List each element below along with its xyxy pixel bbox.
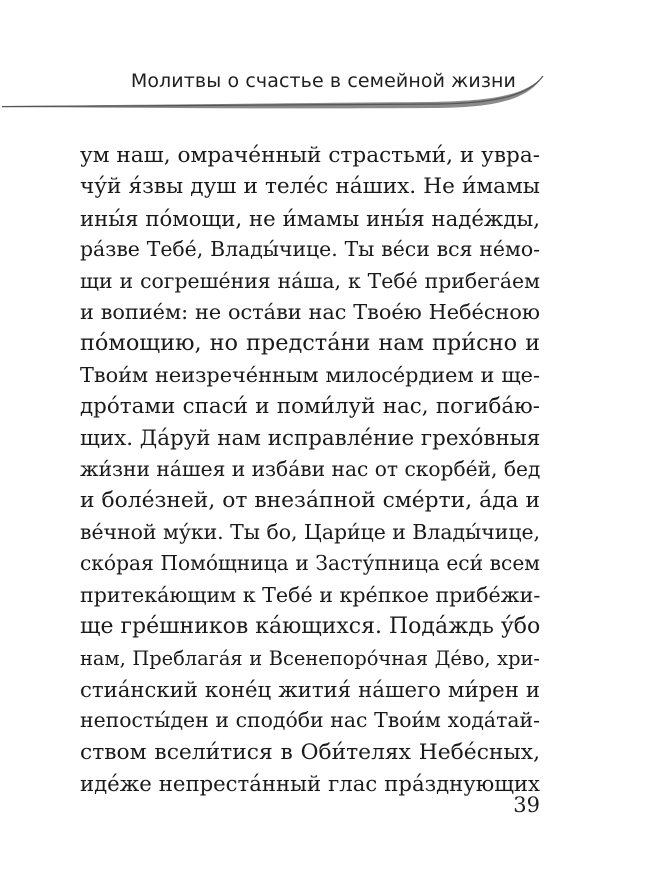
page-number: 39 [513,793,540,817]
text-line: щих. Да́руй нам исправле́ние грехо́вныя [80,425,541,451]
running-header [0,70,540,110]
text-line: ум наш, омраче́нный страстьми́, и увра- [80,143,540,168]
text-line: дро́тами спаси́ и поми́луй нас, погиба́ю- [80,394,540,420]
text-line: стиа́нский коне́ц жития́ на́шего ми́рен и [80,676,540,702]
text-line: щи и согреше́ния на́ша, к Тебе́ прибега́ем [80,268,540,293]
text-line: Твои́м неизрече́нным милосе́рдием и ще- [80,362,540,387]
text-line: ве́чной му́ки. Ты бо, Цари́це и Влады́чице, [80,519,540,544]
text-line: ины́я по́мощи, не и́мамы ины́я наде́жды, [80,205,540,231]
text-line: нам, Преблага́я и Всенепоро́чная Де́во, хри- [80,646,540,670]
text-line: иде́же непреста́нный глас пра́зднующих [80,771,540,797]
text-line: и боле́зней, от внеза́пной сме́рти, а́да и [80,488,540,514]
text-line: жи́зни на́шея и изба́ви нас от скорбе́й, бед [80,457,541,482]
text-line: непосты́ден и сподо́би нас Твои́м хода́тай- [80,708,540,733]
text-line: чу́й я́звы душ и теле́с на́ших. Не и́мамы [80,174,540,200]
prayer-text [80,140,540,800]
text-line: и вопие́м: не оста́ви нас Твое́ю Небе́сною [80,300,540,325]
text-line: ством всели́тися в Оби́телях Небе́сных, [80,739,540,765]
text-line: ско́рая Помо́щница и Засту́пница еси́ всем [80,551,540,576]
text-line: ра́зве Тебе́, Влады́чице. Ты ве́си вся не́мо- [80,237,540,262]
text-line: притека́ющим к Тебе́ и кре́пкое прибе́жи- [80,582,541,607]
running-title: Молитвы о счастье в семейной жизни [130,70,516,92]
text-line: ще гре́шников ка́ющихся. Пода́ждь у́бо [80,614,541,640]
text-line: по́мощию, но предста́ни нам при́сно и [80,330,540,357]
